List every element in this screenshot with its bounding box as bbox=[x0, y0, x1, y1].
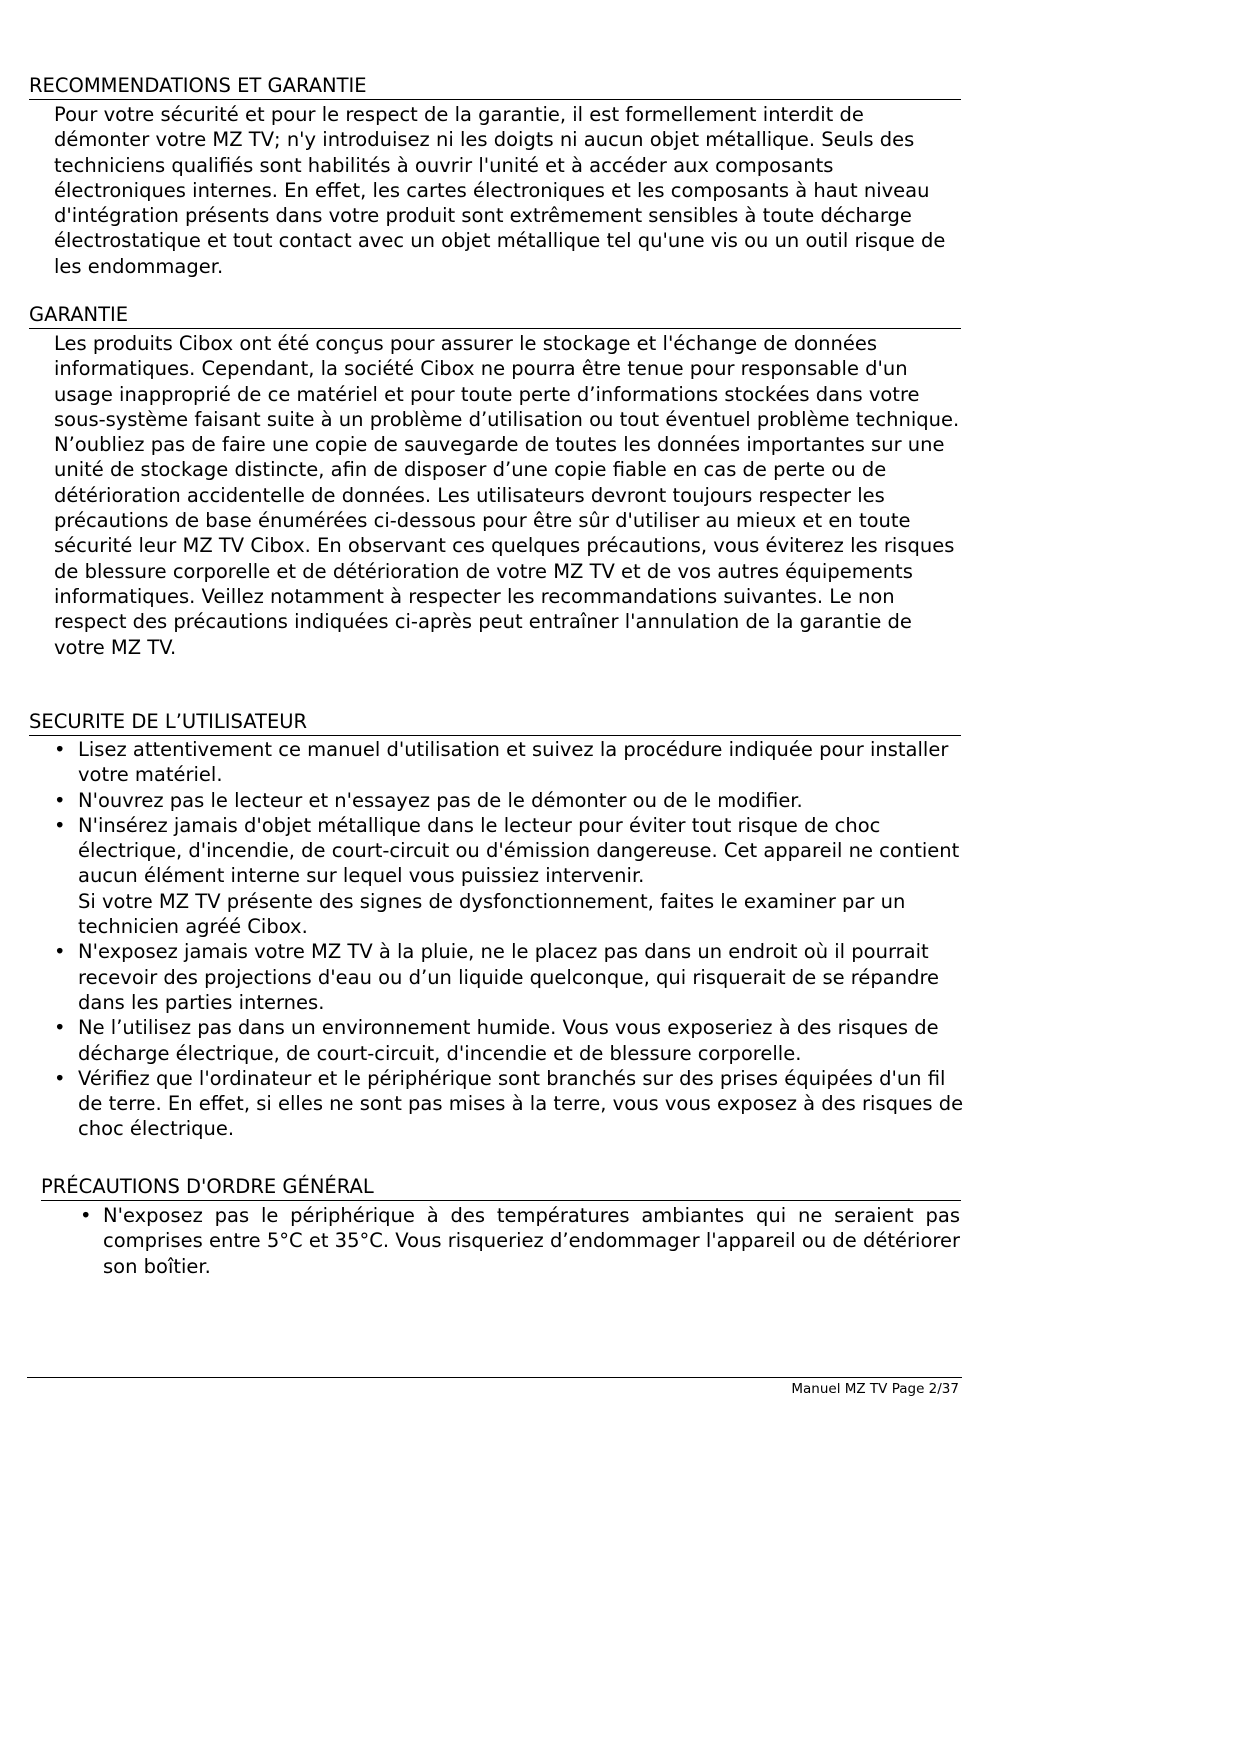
list-item-text: Ne l’utilisez pas dans un environnement humide. Vous vous exposeriez à des risques de décharge électrique, de court-circuit, d'incendie et de blessure corporelle. bbox=[78, 1016, 939, 1065]
securite-list bbox=[52, 737, 967, 1142]
section-title-recommendations: RECOMMENDATIONS ET GARANTIE bbox=[29, 74, 961, 100]
list-item bbox=[80, 1203, 960, 1279]
list-item-text: N'ouvrez pas le lecteur et n'essayez pas de le démonter ou de le modifier. bbox=[78, 788, 803, 812]
bullet-icon: • bbox=[80, 1204, 92, 1227]
list-item-text: Vérifiez que l'ordinateur et le périphérique sont branchés sur des prises équipées d'un fil de terre. En effet, si elles ne sont pas mises à la terre, vous vous exposez à des risques de choc électrique. bbox=[78, 1066, 964, 1141]
section-title-garantie: GARANTIE bbox=[29, 303, 961, 329]
list-item bbox=[52, 939, 967, 1015]
bullet-icon: • bbox=[54, 738, 66, 761]
list-item bbox=[52, 737, 967, 788]
bullet-icon: • bbox=[54, 788, 66, 812]
list-item-text: N'exposez pas le périphérique à des températures ambiantes qui ne seraient pas comprises entre 5°C et 35°C. Vous risqueriez d’endommager l'appareil ou de détériorer son boîtier. bbox=[103, 1204, 960, 1278]
page-footer: Manuel MZ TV Page 2/37 bbox=[791, 1381, 959, 1397]
list-item bbox=[52, 1066, 967, 1142]
bullet-icon: • bbox=[54, 1066, 66, 1090]
footer-divider bbox=[27, 1377, 962, 1378]
bullet-icon: • bbox=[54, 813, 66, 837]
paragraph-garantie: Les produits Cibox ont été conçus pour assurer le stockage et l'échange de données informatiques. Cependant, la société Cibox ne pourra être tenue pour responsable d'un usage inapproprié de ce matériel et pour toute perte d’informations stockées dans votre sous-système faisant suite à un problème d’utilisation ou tout éventuel problème technique. N’oubliez pas de faire une copie de sauvegarde de toutes les données importantes sur une unité de stockage distincte, afin de disposer d’une copie fiable en cas de perte ou de détérioration accidentelle de données. Les utilisateurs devront toujours respecter les précautions de base énumérées ci-dessous pour être sûr d'utiliser au mieux et en toute sécurité leur MZ TV Cibox. En observant ces quelques précautions, vous éviterez les risques de blessure corporelle et de détérioration de votre MZ TV et de vos autres équipements informatiques. Veillez notamment à respecter les recommandations suivantes. Le non respect des précautions indiquées ci-après peut entraîner l'annulation de la garantie de votre MZ TV. bbox=[54, 332, 960, 659]
list-item-text: N'insérez jamais d'objet métallique dans le lecteur pour éviter tout risque de choc électrique, d'incendie, de court-circuit ou d'émission dangereuse. Cet appareil ne contient aucun élément interne sur lequel vous puissiez intervenir. bbox=[78, 813, 960, 888]
list-item bbox=[52, 788, 967, 813]
paragraph-recommendations: Pour votre sécurité et pour le respect de la garantie, il est formellement interdit de démonter votre MZ TV; n'y introduisez ni les doigts ni aucun objet métallique. Seuls des techniciens qualifiés sont habilités à ouvrir l'unité et à accéder aux composants électroniques internes. En effet, les cartes électroniques et les composants à haut niveau d'intégration présents dans votre produit sont extrêmement sensibles à toute décharge électrostatique et tout contact avec un objet métallique tel qu'une vis ou un outil risque de les endommager. bbox=[54, 103, 946, 278]
list-item bbox=[52, 1015, 967, 1066]
list-item-extra-text: Si votre MZ TV présente des signes de dysfonctionnement, faites le examiner par un technicien agréé Cibox. bbox=[78, 889, 906, 939]
list-item-text: N'exposez jamais votre MZ TV à la pluie, ne le placez pas dans un endroit où il pourrait recevoir des projections d'eau ou d’un liquide quelconque, qui risquerait de se répandre dans les parties internes. bbox=[78, 940, 940, 1014]
bullet-icon: • bbox=[54, 940, 66, 964]
precautions-list bbox=[80, 1203, 960, 1279]
list-item bbox=[52, 813, 967, 939]
list-item-text: Lisez attentivement ce manuel d'utilisation et suivez la procédure indiquée pour installer votre matériel. bbox=[78, 738, 949, 787]
section-title-securite: SECURITE DE L’UTILISATEUR bbox=[29, 710, 961, 736]
section-title-precautions: PRÉCAUTIONS D'ORDRE GÉNÉRAL bbox=[41, 1175, 961, 1201]
bullet-icon: • bbox=[54, 1016, 66, 1040]
